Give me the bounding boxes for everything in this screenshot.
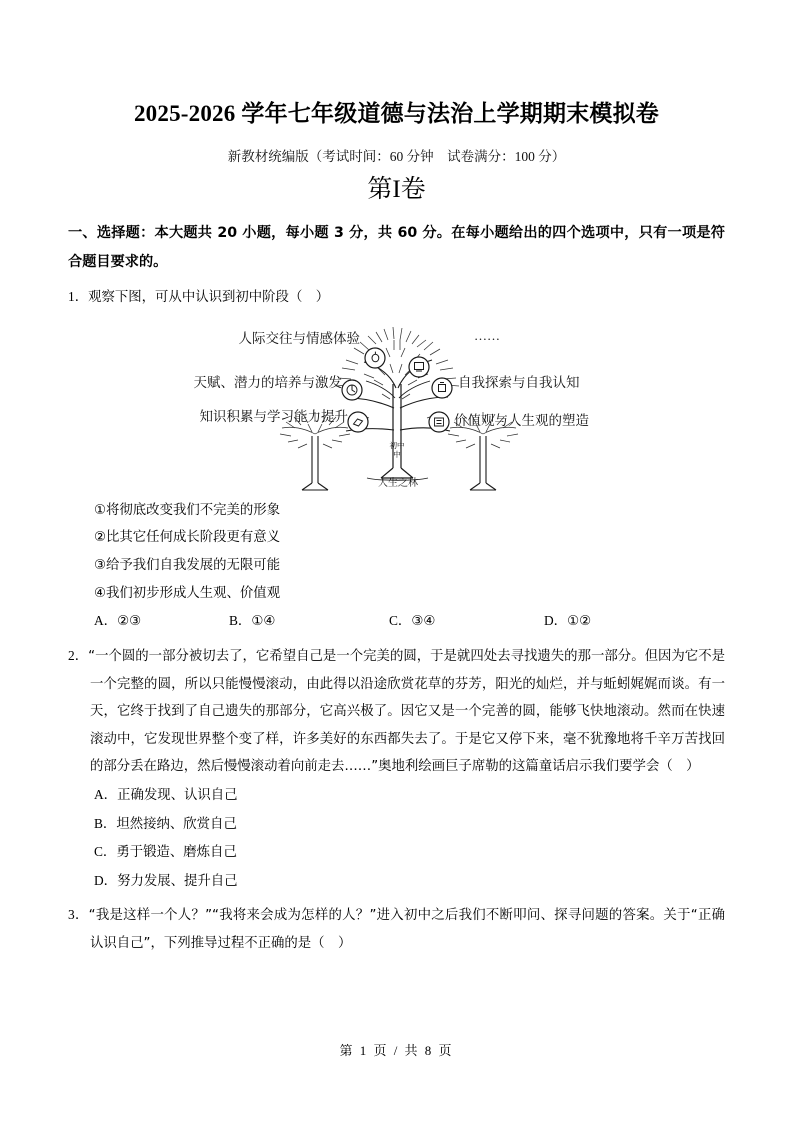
question-1-text: 观察下图，可从中认识到初中阶段（ ） [88, 290, 330, 306]
option-c-letter: C． [94, 844, 117, 860]
question-2-options [68, 781, 725, 895]
option-b[interactable] [229, 607, 389, 636]
question-1-stem [68, 283, 725, 312]
statement-item: ①将彻底改变我们不完美的形象 [94, 502, 281, 518]
option-d-letter: D． [94, 872, 118, 888]
question-3-stem [68, 901, 725, 957]
question-1-figure [68, 318, 725, 493]
question-2-text: “一个圆的一部分被切去了，它希望自己是一个完美的圆，于是就四处去寻找遗失的那一部分。但因为它不是一个完整的圆，所以只能慢慢滚动，由此得以沿途欣赏花草的芬芳，阳光的灿烂，并与蚯蚓娓娓而谈。有一天，它终于找到了自己遗失的那部分，它高兴极了。因它又是一个完善的圆，能够飞快地滚动。然而在快速滚动中，它发现世界整个变了样，许多美好的东西都失去了。于是它又停下来，毫不犹豫地将千辛万苦找回的部分丢在路边，然后慢慢滚动着向前走去……”奥地利绘画巨子席勒的这篇童话启示我们要学会（ ） [88, 648, 726, 775]
statement-item: ③给予我们自我发展的无限可能 [94, 558, 281, 574]
question-2 [68, 642, 725, 895]
question-1-options [68, 607, 725, 636]
option-b[interactable] [68, 810, 725, 839]
question-1-number: 1． [68, 289, 89, 305]
option-d-text: ①② [567, 614, 592, 630]
figure-center-label-bottom: 人生之林 [377, 477, 418, 489]
option-c-text: ③④ [411, 614, 436, 630]
statement-item: ④我们初步形成人生观、价值观 [94, 585, 281, 601]
exam-subtitle: 新教材统编版（考试时间：60 分钟 试卷满分：100 分） [227, 148, 566, 164]
tree-badge-icons [342, 348, 452, 432]
option-d-letter: D． [544, 613, 568, 629]
question-3-text: “我是这样一个人？”“我将来会成为怎样的人？”进入初中之后我们不断叩问、探寻问题的答案。关于“正确认识自己”，下列推导过程不正确的是（ ） [88, 908, 725, 951]
option-b-text: ①④ [251, 614, 276, 630]
page-footer: 第 1 页 / 共 8 页 [339, 1043, 454, 1058]
option-b-letter: B． [94, 815, 117, 831]
figure-label-talent: 天赋、潜力的培养与激发 [193, 374, 342, 390]
figure-label-self-exploration: 自我探索与自我认知 [457, 374, 579, 390]
figure-label-interpersonal: 人际交往与情感体验 [238, 330, 360, 346]
option-d-text: 努力发展、提升自己 [117, 873, 238, 889]
question-3-number: 3． [68, 907, 89, 923]
question-2-stem [68, 642, 725, 781]
option-a-letter: A． [94, 613, 118, 629]
svg-text:中: 中 [392, 449, 401, 459]
option-a[interactable] [94, 607, 229, 636]
page-content [68, 0, 725, 958]
option-a-letter: A． [94, 786, 118, 802]
statement-item: ②比其它任何成长阶段更有意义 [94, 530, 281, 546]
question-1-statements [68, 497, 725, 607]
option-b-letter: B． [229, 613, 252, 629]
page-title: 2025-2026 学年七年级道德与法治上学期期末模拟卷 [133, 101, 659, 126]
section-heading: 一、选择题：本大题共 20 小题，每小题 3 分，共 60 分。在每小题给出的四个选项中，只有一项是符合题目要求的。 [68, 224, 725, 270]
figure-label-values: 价值观与人生观的塑造 [453, 412, 589, 428]
life-forest-tree-diagram [162, 318, 632, 493]
option-b-text: 坦然接纳、欣赏自己 [116, 816, 237, 832]
option-a-text: ②③ [117, 614, 142, 630]
option-c[interactable] [389, 607, 544, 636]
option-a-text: 正确发现、认识自己 [117, 787, 238, 803]
figure-ellipsis: …… [473, 327, 500, 343]
option-c-letter: C． [389, 613, 412, 629]
figure-center-label-top: 初中 [389, 440, 404, 450]
question-3 [68, 901, 725, 957]
option-d[interactable] [544, 607, 591, 636]
question-1 [68, 283, 725, 636]
option-c-text: 勇于锻造、磨炼自己 [116, 845, 237, 861]
option-c[interactable] [68, 838, 725, 867]
option-a[interactable] [68, 781, 725, 810]
volume-heading: 第I卷 [367, 175, 426, 203]
question-2-number: 2． [68, 647, 89, 663]
option-d[interactable] [68, 867, 725, 896]
figure-label-knowledge: 知识积累与学习能力提升 [199, 408, 348, 424]
